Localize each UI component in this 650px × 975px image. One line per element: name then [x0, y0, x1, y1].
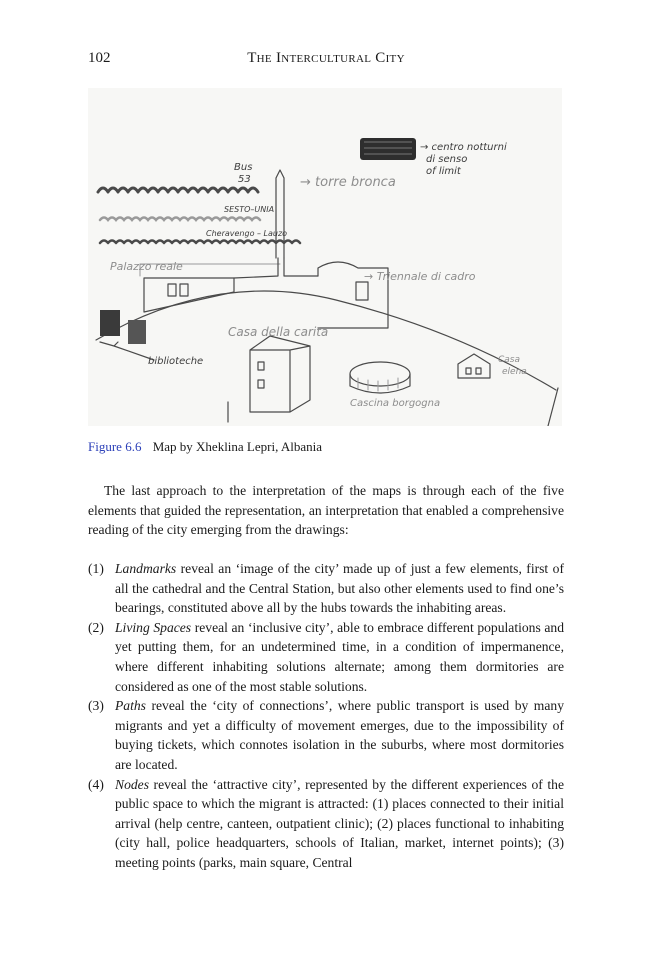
- list-item: [88, 559, 564, 618]
- label-centro-3: of limit: [426, 166, 461, 177]
- item-number: (2): [88, 619, 104, 635]
- figure-label: Figure 6.6: [88, 439, 142, 454]
- label-biblioteche: biblioteche: [148, 356, 204, 367]
- list-item: [88, 618, 564, 696]
- label-torre: → torre bronca: [300, 175, 396, 190]
- label-centro-1: → centro notturni: [420, 142, 507, 153]
- list-item: [88, 775, 564, 873]
- page-header: [88, 50, 564, 70]
- hand-drawn-map-figure: [88, 88, 562, 426]
- map-sketch: [88, 88, 562, 426]
- label-casa-carita: Casa della carita: [228, 325, 329, 339]
- label-bus-number: 53: [238, 174, 251, 185]
- list-item: [88, 696, 564, 774]
- item-text: reveal the ‘city of connections’, where public transport is used by many migrants and yet a difficulty of movement emerges, due to the impossibility of buying tickets, which connotes isolation in the suburbs, where most dormitories are located.: [115, 698, 564, 772]
- item-number: (3): [88, 698, 104, 714]
- item-text: reveal the ‘attractive city’, represented by the different experiences of the public space to which the migrant is attracted: (1) places connected to their initial arrival (help centre, canteen, outpatient clinic); (2) places functional to inhabiting (city hall, police headquarters, schools of Italian, market, internet points); (3) meeting points (parks, main square, Central: [115, 776, 564, 870]
- element-list: [88, 559, 564, 873]
- label-cheravengo: Cheravengo – Lauzo: [206, 229, 288, 238]
- label-palazzo: Palazzo reale: [110, 260, 183, 273]
- page-number: 102: [88, 50, 111, 66]
- item-term: Paths: [115, 698, 146, 714]
- label-centro-2: di senso: [426, 154, 468, 165]
- label-triennale: → Triennale di cadro: [364, 270, 476, 283]
- item-term: Landmarks: [115, 561, 177, 576]
- label-cascina: Cascina borgogna: [350, 398, 441, 409]
- label-bus: Bus: [234, 162, 253, 173]
- running-title: The Intercultural City: [247, 50, 405, 66]
- item-text: reveal an ‘image of the city’ made up of just a few elements, first of all the cathedral and the Central Station, but also other elements used to find one’s bearings, constituted above all by the hubs towards the inhabiting areas.: [115, 561, 564, 616]
- caption-text: Map by Xheklina Lepri, Albania: [152, 439, 323, 454]
- item-term: Nodes: [115, 776, 149, 792]
- item-number: (4): [88, 776, 104, 792]
- intro-paragraph: The last approach to the interpretation of the maps is through each of the five elements that guided the representation, an interpretation that enabled a comprehensive reading of the city emerging from the drawings:: [88, 483, 564, 538]
- figure-caption: [88, 439, 322, 455]
- item-term: Living Spaces: [115, 619, 192, 635]
- label-casa-elena-2: elena: [502, 367, 527, 377]
- item-text: reveal an ‘inclusive city’, able to embrace different populations and yet putting them, for an undetermined time, in a condition of impermanence, where different inhabiting solutions alternate; among them dormitories are considered as one of the most stable solutions.: [115, 619, 564, 694]
- item-number: (1): [88, 561, 104, 576]
- label-sesto: SESTO–UNIA: [224, 205, 275, 214]
- label-casa-elena-1: Casa: [498, 355, 521, 365]
